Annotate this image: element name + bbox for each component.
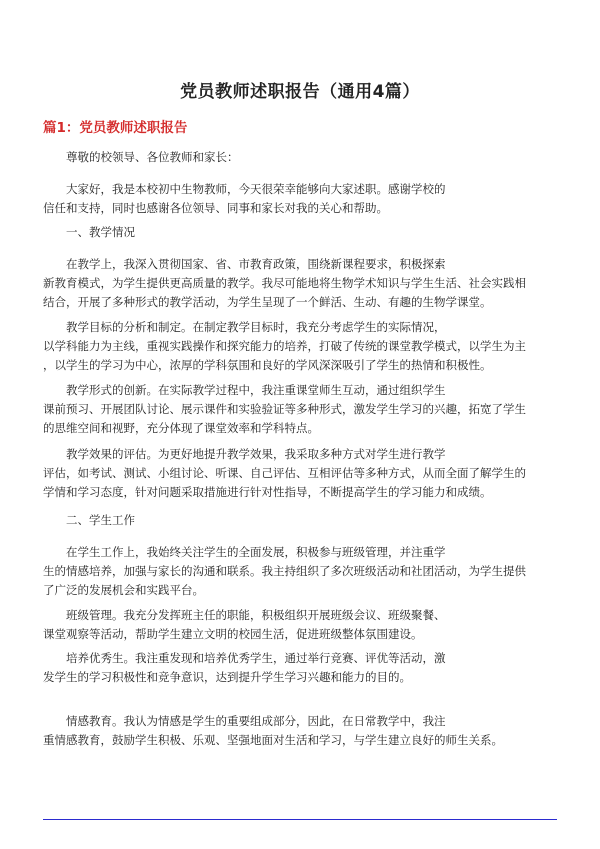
paragraph-line: 在教学上，我深入贯彻国家、省、市教育政策，围绕新课程要求，积极探索	[66, 257, 446, 271]
paragraph	[43, 712, 563, 750]
paragraph	[43, 223, 563, 242]
paragraph-line: 一、教学情况	[66, 225, 135, 239]
paragraph	[43, 255, 563, 312]
document-title: 党员教师述职报告（通用4篇）	[180, 82, 420, 102]
paragraph-line: 教学形式的创新。在实际教学过程中，我注重课堂师生互动，通过组织学生	[66, 383, 446, 397]
paragraph-line: 课堂观察等活动，帮助学生建立文明的校园生活，促进班级整体氛围建设。	[43, 627, 423, 641]
paragraph	[43, 318, 563, 375]
paragraph-line: 培养优秀生。我注重发现和培养优秀学生，通过举行竞赛、评优等活动，激	[66, 651, 446, 665]
paragraph-line: 情感教育。我认为情感是学生的重要组成部分，因此，在日常教学中，我注	[66, 714, 446, 728]
paragraph-line: 课前预习、开展团队讨论、展示课件和实验验证等多种形式，激发学生学习的兴趣，拓宽了学生	[43, 402, 526, 416]
paragraph	[43, 543, 563, 600]
paragraph-line: 大家好，我是本校初中生物教师，今天很荣幸能够向大家述职。感谢学校的	[66, 182, 446, 196]
paragraph-line: 在学生工作上，我始终关注学生的全面发展，积极参与班级管理，并注重学	[66, 545, 446, 559]
paragraph-line: 的思维空间和视野，充分体现了课堂效率和学科特点。	[43, 421, 319, 435]
paragraph-line: 以学科能力为主线，重视实践操作和探究能力的培养，打破了传统的课堂教学模式，以学生为主	[43, 339, 526, 353]
paragraph-line: 了广泛的发展机会和实践平台。	[43, 583, 204, 597]
paragraph	[43, 649, 563, 687]
paragraph	[43, 445, 563, 502]
paragraph-line: 重情感教育，鼓励学生积极、乐观、坚强地面对生活和学习，与学生建立良好的师生关系。	[43, 733, 503, 747]
paragraph-line: ，以学生的学习为中心，浓厚的学科氛围和良好的学风深深吸引了学生的热情和积极性。	[43, 358, 492, 372]
paragraph-line: 二、学生工作	[66, 513, 135, 527]
paragraph-line: 信任和支持，同时也感谢各位领导、同事和家长对我的关心和帮助。	[43, 201, 388, 215]
paragraph	[43, 511, 563, 530]
paragraph	[43, 180, 563, 218]
paragraph	[43, 381, 563, 438]
paragraph	[43, 606, 563, 644]
paragraph	[43, 148, 563, 167]
paragraph-line: 尊敬的校领导、各位教师和家长：	[66, 150, 239, 164]
paragraph-line: 生的情感培养，加强与家长的沟通和联系。我主持组织了多次班级活动和社团活动，为学生提供	[43, 564, 526, 578]
paragraph-line: 班级管理。我充分发挥班主任的职能，积极组织开展班级会议、班级聚餐、	[66, 608, 446, 622]
paragraph-line: 教学效果的评估。为更好地提升教学效果，我采取多种方式对学生进行教学	[66, 447, 446, 461]
paragraph-line: 学情和学习态度，针对问题采取措施进行针对性指导，不断提高学生的学习能力和成绩。	[43, 485, 492, 499]
paragraph-line: 新教育模式，为学生提供更高质量的教学。我尽可能地将生物学术知识与学生生活、社会实践相	[43, 276, 526, 290]
paragraph-line: 教学目标的分析和制定。在制定教学目标时，我充分考虑学生的实际情况，	[66, 320, 446, 334]
paragraph-line: 结合，开展了多种形式的教学活动，为学生呈现了一个鲜活、生动、有趣的生物学课堂。	[43, 295, 492, 309]
paragraph-line: 发学生的学习积极性和竞争意识，达到提升学生学习兴趣和能力的目的。	[43, 670, 411, 684]
paragraph-line: 评估，如考试、测试、小组讨论、听课、自己评估、互相评估等多种方式，从而全面了解学生的	[43, 466, 526, 480]
section-heading: 篇1：党员教师述职报告	[43, 120, 188, 136]
page-bottom-divider	[43, 819, 557, 820]
